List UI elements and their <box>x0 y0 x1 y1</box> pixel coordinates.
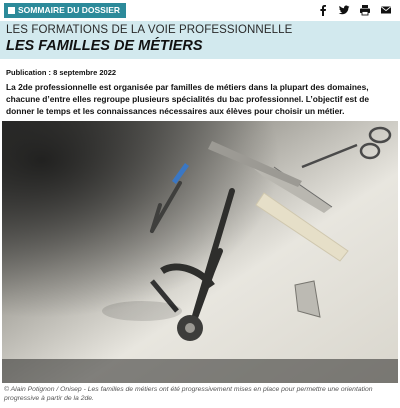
dossier-kicker: LES FORMATIONS DE LA VOIE PROFESSIONNELLE <box>6 24 293 36</box>
photo-caption: © Alain Potignon / Onisep - Les familles de métiers ont été progressivement mises en place pour permettre une orientation progressive à partir de la 2de. <box>4 386 373 402</box>
email-icon[interactable] <box>380 4 392 16</box>
menu-square-icon <box>8 7 15 14</box>
top-toolbar <box>0 0 400 22</box>
sommaire-label: SOMMAIRE DU DOSSIER <box>18 5 121 15</box>
article-lede: La 2de professionnelle est organisée par familles de métiers dans la plupart des domaines, chacune d’entre elles regroupe plusieurs spécialités du bac professionnel. L’objectif est de donner le temps et les connaissances nécessaires aux élèves pour choisir un métier. <box>6 82 370 116</box>
publication-date: Publication : 8 septembre 2022 <box>6 68 117 77</box>
page-title: LES FAMILLES DE MÉTIERS <box>6 38 203 54</box>
article-photo <box>2 121 398 383</box>
facebook-icon[interactable] <box>317 4 329 16</box>
print-icon[interactable] <box>359 4 371 16</box>
share-bar <box>317 4 392 16</box>
twitter-icon[interactable] <box>338 4 350 16</box>
sommaire-button[interactable] <box>4 3 126 18</box>
dossier-header <box>0 21 400 59</box>
tools-photo-illustration <box>2 121 398 383</box>
